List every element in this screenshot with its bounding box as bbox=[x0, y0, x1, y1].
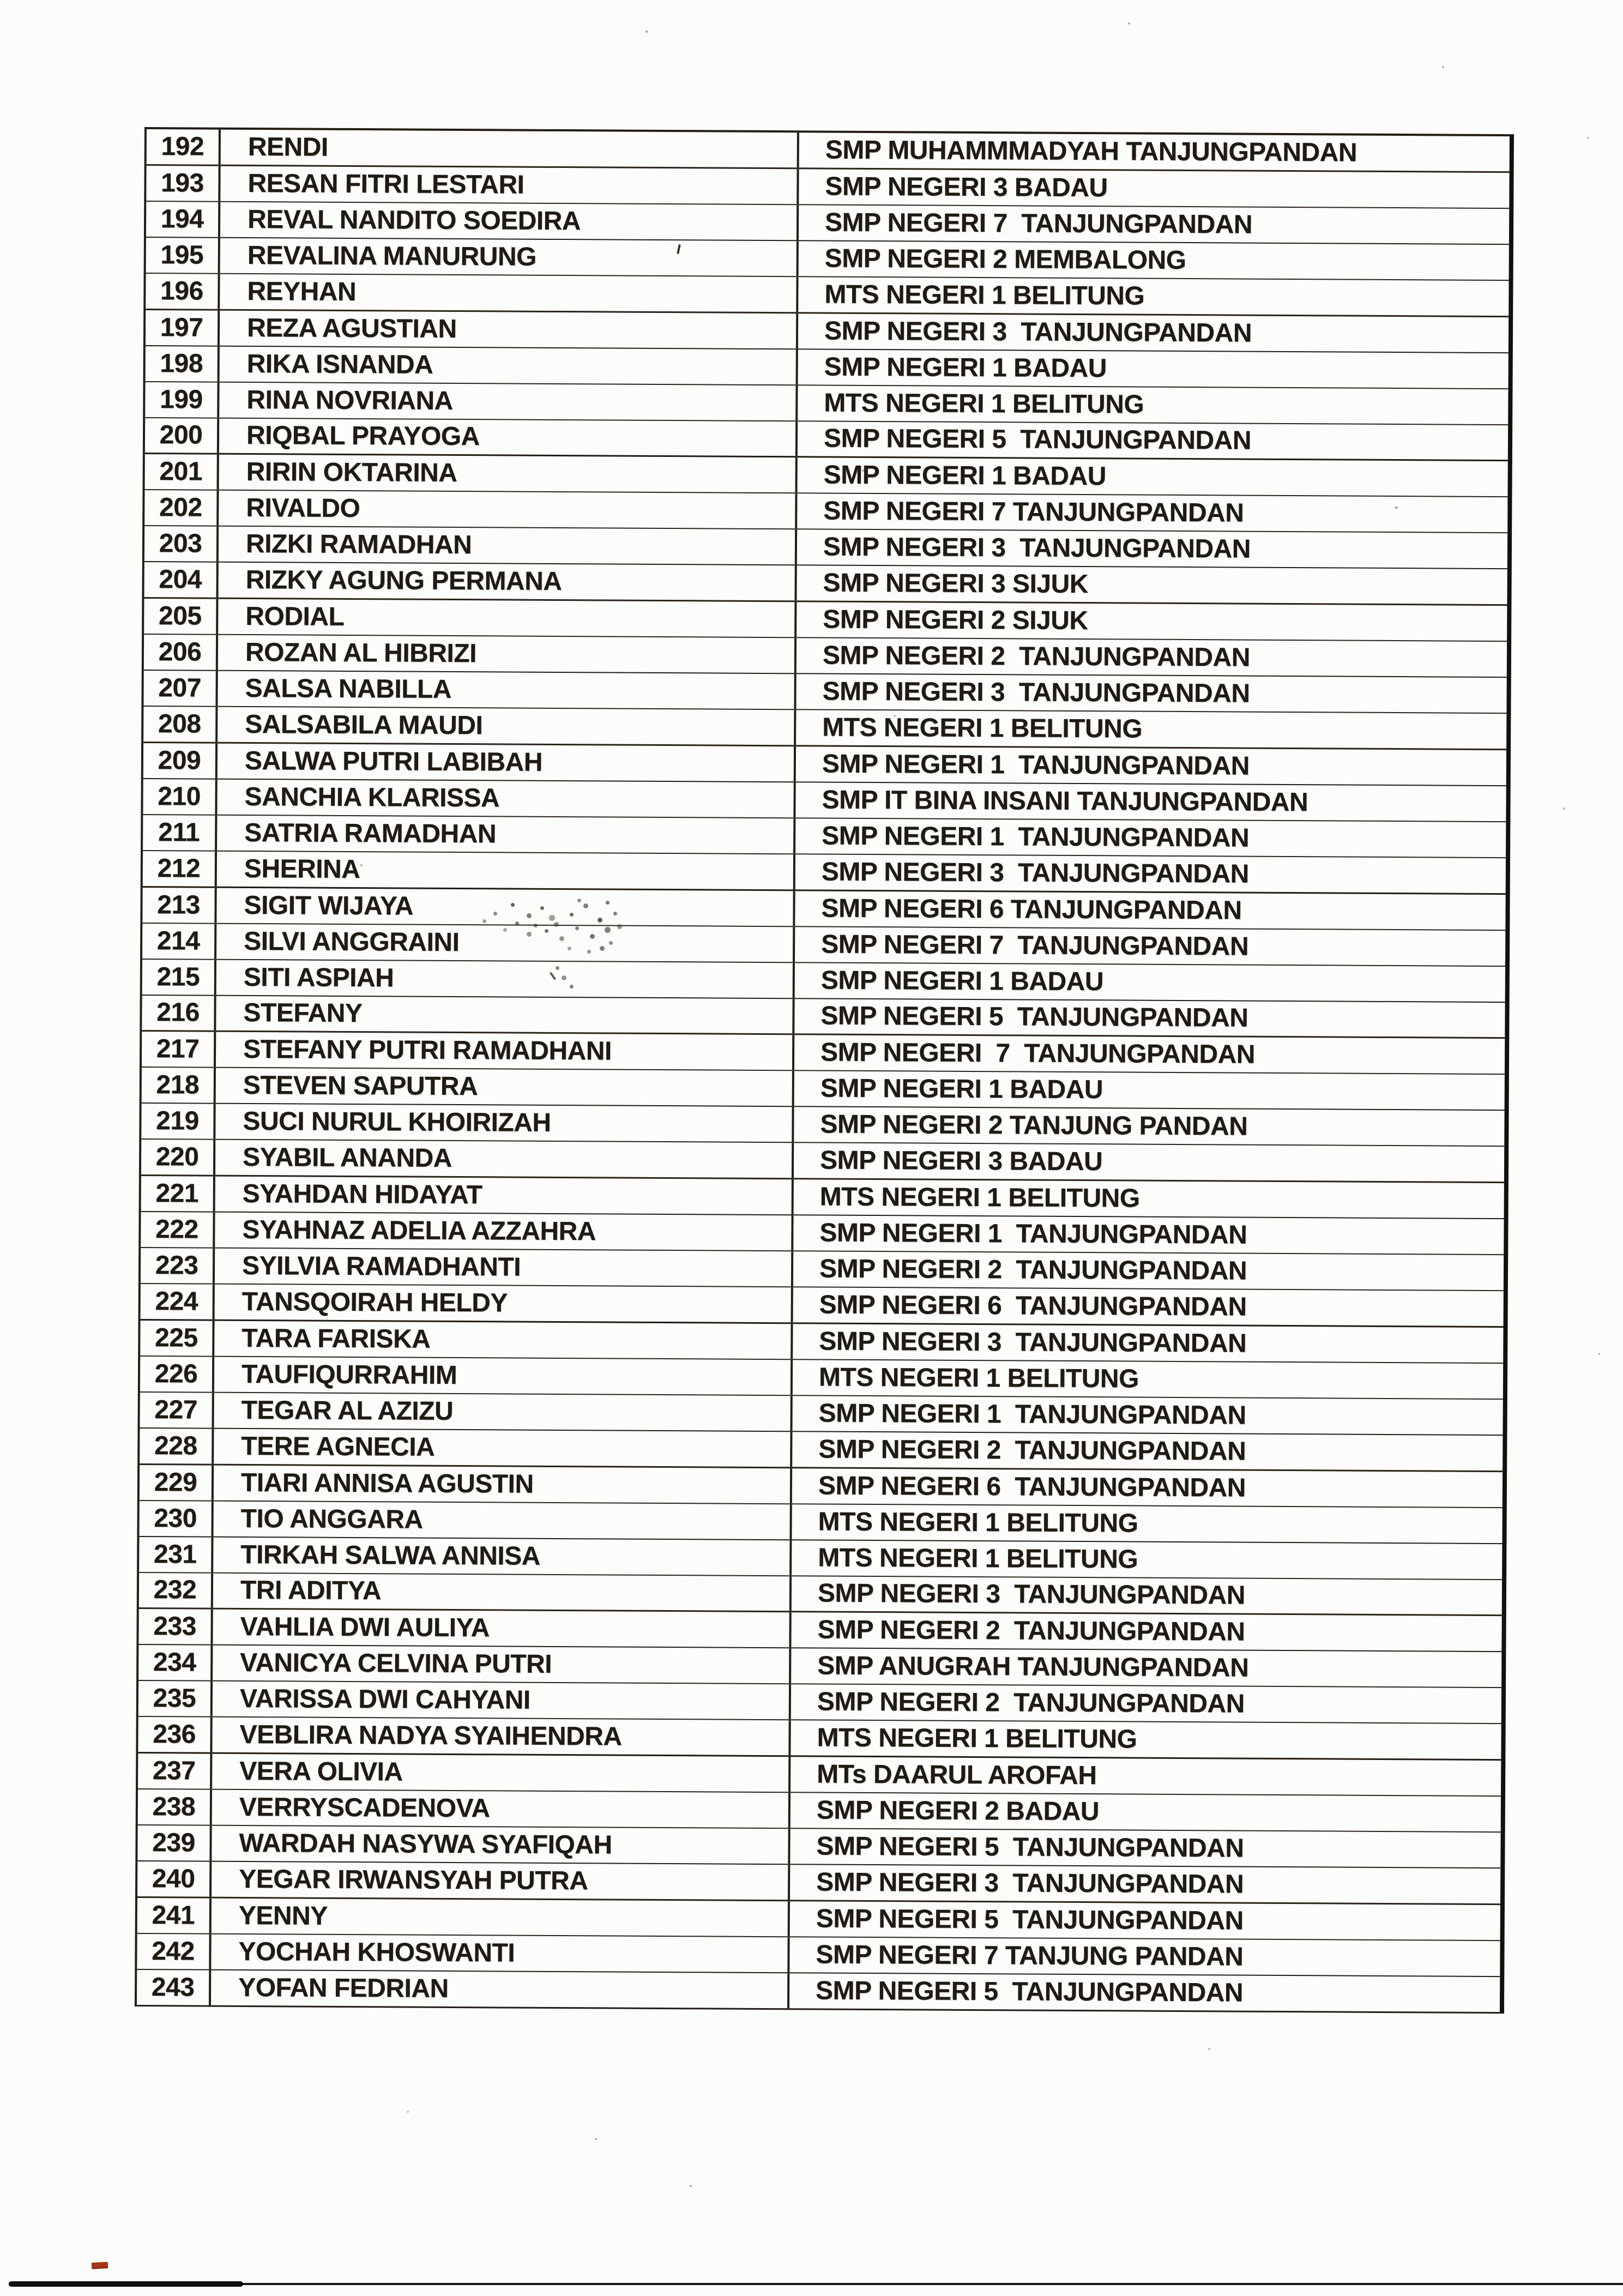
row-number-cell: 229 bbox=[140, 1465, 214, 1500]
school-name-cell: SMP NEGERI 3 TANJUNGPANDAN bbox=[819, 1327, 1247, 1358]
student-name-cell: SHERINA bbox=[217, 851, 795, 889]
row-number-cell: 196 bbox=[146, 274, 220, 309]
row-number-cell: 221 bbox=[141, 1176, 215, 1212]
school-name-cell: SMP ANUGRAH TANJUNGPANDAN bbox=[817, 1651, 1249, 1683]
row-number-cell: 227 bbox=[140, 1393, 214, 1428]
student-name-cell: TERE AGNECIA bbox=[214, 1429, 792, 1466]
student-name-cell: VARISSA DWI CAHYANI bbox=[213, 1682, 791, 1719]
student-name-cell: TEGAR AL AZIZU bbox=[214, 1393, 793, 1431]
school-name-cell: SMP NEGERI 1 BADAU bbox=[820, 1074, 1103, 1105]
school-name-cell: SMP NEGERI 2 SIJUK bbox=[823, 605, 1088, 636]
student-name-cell: REVAL NANDITO SOEDIRA bbox=[220, 202, 799, 240]
school-name-cell: SMP NEGERI 3 TANJUNGPANDAN bbox=[822, 677, 1250, 708]
school-name-cell: MTS NEGERI 1 BELITUNG bbox=[819, 1182, 1140, 1213]
school-name-cell: SMP NEGERI 6 TANJUNGPANDAN bbox=[819, 1290, 1247, 1322]
row-number-cell: 236 bbox=[138, 1717, 212, 1752]
row-number-cell: 194 bbox=[146, 202, 220, 237]
school-name-cell: SMP NEGERI 3 TANJUNGPANDAN bbox=[816, 1867, 1244, 1899]
row-number-cell: 224 bbox=[141, 1284, 215, 1319]
school-name-cell: SMP NEGERI 2 TANJUNGPANDAN bbox=[822, 641, 1251, 672]
school-name-cell: SMP NEGERI 1 TANJUNGPANDAN bbox=[818, 1399, 1246, 1430]
student-name-cell: YOFAN FEDRIAN bbox=[211, 1970, 789, 2008]
school-name-cell: SMP NEGERI 2 TANJUNGPANDAN bbox=[817, 1615, 1245, 1647]
school-name-cell: SMP NEGERI 3 TANJUNGPANDAN bbox=[821, 857, 1249, 889]
row-number-cell: 234 bbox=[138, 1645, 213, 1680]
student-name-cell: RINA NOVRIANA bbox=[219, 382, 798, 420]
school-name-cell: MTS NEGERI 1 BELITUNG bbox=[818, 1363, 1139, 1394]
row-number-cell: 233 bbox=[138, 1609, 213, 1644]
student-name-cell: SYILVIA RAMADHANTI bbox=[215, 1249, 793, 1286]
student-name-cell: REYHAN bbox=[220, 274, 798, 311]
student-name-cell: STEVEN SAPUTRA bbox=[216, 1068, 794, 1106]
student-name-cell: TIARI ANNISA AGUSTIN bbox=[214, 1465, 792, 1503]
student-name-cell: VAHLIA DWI AULIYA bbox=[213, 1610, 791, 1647]
row-number-cell: 238 bbox=[138, 1789, 212, 1825]
row-number-cell: 209 bbox=[143, 743, 218, 779]
school-name-cell: SMP IT BINA INSANI TANJUNGPANDAN bbox=[822, 785, 1308, 817]
student-name-cell: YOCHAH KHOSWANTI bbox=[211, 1935, 789, 1972]
student-name-cell: STEFANY bbox=[216, 996, 794, 1033]
school-name-cell: SMP NEGERI 7 TANJUNGPANDAN bbox=[820, 1038, 1256, 1070]
row-number-cell: 223 bbox=[141, 1248, 215, 1283]
student-name-cell: SYABIL ANANDA bbox=[215, 1140, 794, 1178]
student-name-cell: STEFANY PUTRI RAMADHANI bbox=[216, 1032, 794, 1070]
row-number-cell: 242 bbox=[137, 1934, 211, 1969]
student-name-cell: SANCHIA KLARISSA bbox=[217, 780, 795, 817]
row-number-cell: 216 bbox=[142, 995, 216, 1031]
school-name-cell: SMP NEGERI 2 TANJUNGPANDAN bbox=[819, 1254, 1247, 1286]
student-name-cell: ROZAN AL HIBRIZI bbox=[218, 635, 797, 673]
school-name-cell: SMP NEGERI 5 TANJUNGPANDAN bbox=[816, 1831, 1244, 1863]
student-name-cell: WARDAH NASYWA SYAFIQAH bbox=[212, 1826, 790, 1864]
row-number-cell: 205 bbox=[144, 599, 218, 634]
student-name-cell: RIVALDO bbox=[219, 491, 797, 528]
school-name-cell: SMP NEGERI 7 TANJUNGPANDAN bbox=[821, 930, 1249, 961]
school-name-cell: SMP NEGERI 2 TANJUNGPANDAN bbox=[817, 1687, 1245, 1719]
student-name-cell: VANICYA CELVINA PUTRI bbox=[213, 1646, 791, 1683]
student-name-cell: SIGIT WIJAYA bbox=[216, 888, 795, 925]
red-pen-mark bbox=[92, 2262, 108, 2269]
row-number-cell: 198 bbox=[146, 346, 220, 382]
student-name-cell: TIO ANGGARA bbox=[213, 1501, 792, 1539]
school-name-cell: SMP NEGERI 5 TANJUNGPANDAN bbox=[816, 1904, 1244, 1936]
row-number-cell: 214 bbox=[142, 924, 216, 959]
row-number-cell: 220 bbox=[141, 1140, 215, 1175]
student-name-cell: SYAHDAN HIDAYAT bbox=[215, 1177, 794, 1214]
school-name-cell: MTS NEGERI 1 BELITUNG bbox=[824, 280, 1145, 311]
student-name-cell: SALWA PUTRI LABIBAH bbox=[218, 744, 796, 781]
school-name-cell: SMP NEGERI 3 TANJUNGPANDAN bbox=[817, 1578, 1246, 1611]
row-number-cell: 193 bbox=[146, 166, 220, 201]
student-name-cell: YEGAR IRWANSYAH PUTRA bbox=[212, 1862, 790, 1900]
row-number-cell: 202 bbox=[144, 490, 219, 526]
school-name-cell: SMP NEGERI 5 TANJUNGPANDAN bbox=[815, 1976, 1244, 2008]
student-name-cell: REZA AGUSTIAN bbox=[220, 310, 798, 348]
student-name-cell: RIRIN OKTARINA bbox=[219, 455, 798, 492]
student-name-cell: VERA OLIVIA bbox=[212, 1754, 791, 1792]
row-number-cell: 204 bbox=[144, 562, 218, 598]
row-number-cell: 203 bbox=[144, 526, 219, 562]
school-name-cell: MTs DAARUL AROFAH bbox=[817, 1759, 1097, 1791]
student-name-cell: SITI ASPIAH bbox=[216, 960, 795, 997]
student-name-cell: RENDI bbox=[221, 130, 799, 167]
school-name-cell: SMP NEGERI 7 TANJUNGPANDAN bbox=[824, 208, 1253, 239]
school-name-cell: SMP NEGERI 2 MEMBALONG bbox=[824, 244, 1186, 275]
row-number-cell: 192 bbox=[147, 129, 221, 165]
student-name-cell: RODIAL bbox=[218, 599, 797, 637]
school-name-cell: SMP NEGERI 3 BADAU bbox=[819, 1146, 1103, 1177]
school-name-cell: SMP NEGERI 2 TANJUNG PANDAN bbox=[820, 1110, 1248, 1141]
school-name-cell: SMP NEGERI 5 TANJUNGPANDAN bbox=[823, 424, 1252, 456]
school-name-cell: MTS NEGERI 1 BELITUNG bbox=[818, 1543, 1138, 1574]
student-name-cell: RIKA ISNANDA bbox=[220, 346, 798, 384]
scan-noise-specks bbox=[0, 0, 1, 1]
row-number-cell: 201 bbox=[145, 454, 219, 490]
school-name-cell: SMP NEGERI 5 TANJUNGPANDAN bbox=[820, 1001, 1248, 1033]
school-name-cell: MTS NEGERI 1 BELITUNG bbox=[818, 1507, 1138, 1538]
student-name-cell: SUCI NURUL KHOIRIZAH bbox=[215, 1104, 794, 1142]
row-number-cell: 213 bbox=[142, 888, 216, 923]
row-number-cell: 197 bbox=[146, 310, 220, 346]
student-name-cell: TIRKAH SALWA ANNISA bbox=[213, 1537, 792, 1575]
school-name-cell: SMP NEGERI 1 BADAU bbox=[823, 460, 1107, 491]
scan-edge-line bbox=[9, 2283, 1623, 2285]
student-name-cell: SILVI ANGGRAINI bbox=[216, 924, 795, 961]
school-name-cell: SMP NEGERI 3 BADAU bbox=[825, 172, 1108, 203]
student-name-cell: VERRYSCADENOVA bbox=[212, 1790, 791, 1828]
school-name-cell: SMP NEGERI 2 BADAU bbox=[816, 1795, 1100, 1827]
row-number-cell: 195 bbox=[146, 238, 220, 273]
student-name-cell: YENNY bbox=[212, 1899, 790, 1936]
school-name-cell: SMP NEGERI 1 TANJUNGPANDAN bbox=[822, 821, 1250, 853]
student-name-cell: TRI ADITYA bbox=[213, 1573, 792, 1611]
table-row bbox=[137, 1970, 1500, 2012]
student-name-cell: SALSABILA MAUDI bbox=[218, 707, 796, 745]
school-name-cell: SMP NEGERI 3 TANJUNGPANDAN bbox=[823, 532, 1251, 564]
student-name-cell: TAUFIQURRAHIM bbox=[214, 1357, 793, 1395]
school-name-cell: MTS NEGERI 1 BELITUNG bbox=[817, 1723, 1137, 1754]
row-number-cell: 211 bbox=[143, 815, 217, 851]
school-name-cell: SMP NEGERI 1 TANJUNGPANDAN bbox=[819, 1218, 1247, 1250]
school-name-cell: SMP NEGERI 6 TANJUNGPANDAN bbox=[818, 1471, 1246, 1503]
row-number-cell: 210 bbox=[143, 779, 217, 815]
school-name-cell: MTS NEGERI 1 BELITUNG bbox=[822, 713, 1143, 744]
student-name-cell: SATRIA RAMADHAN bbox=[217, 816, 795, 853]
row-number-cell: 218 bbox=[142, 1068, 216, 1103]
student-name-cell: RIQBAL PRAYOGA bbox=[219, 418, 798, 456]
row-number-cell: 219 bbox=[141, 1104, 215, 1139]
row-number-cell: 240 bbox=[137, 1861, 212, 1897]
school-name-cell: SMP NEGERI 7 TANJUNG PANDAN bbox=[816, 1940, 1244, 1972]
school-name-cell: SMP NEGERI 3 SIJUK bbox=[823, 568, 1089, 599]
row-number-cell: 237 bbox=[138, 1753, 212, 1789]
school-name-cell: SMP MUHAMMMADYAH TANJUNGPANDAN bbox=[825, 135, 1357, 167]
student-name-cell: TARA FARISKA bbox=[214, 1321, 793, 1359]
row-number-cell: 241 bbox=[137, 1898, 212, 1933]
student-name-cell: VEBLIRA NADYA SYAIHENDRA bbox=[212, 1718, 791, 1755]
row-number-cell: 243 bbox=[137, 1970, 211, 2005]
row-number-cell: 200 bbox=[145, 418, 219, 454]
school-name-cell: SMP NEGERI 1 TANJUNGPANDAN bbox=[822, 749, 1250, 781]
row-number-cell: 199 bbox=[145, 382, 219, 418]
row-number-cell: 226 bbox=[140, 1357, 214, 1392]
student-name-cell: SYAHNAZ ADELIA AZZAHRA bbox=[215, 1213, 793, 1250]
row-number-cell: 222 bbox=[141, 1212, 215, 1248]
school-name-cell: SMP NEGERI 3 TANJUNGPANDAN bbox=[824, 316, 1252, 348]
row-number-cell: 228 bbox=[140, 1429, 214, 1464]
row-number-cell: 215 bbox=[142, 960, 216, 995]
ink-smudge bbox=[463, 897, 466, 900]
school-name-cell: SMP NEGERI 1 BADAU bbox=[824, 352, 1107, 383]
student-table bbox=[135, 127, 1514, 2014]
school-name-cell: SMP NEGERI 7 TANJUNGPANDAN bbox=[823, 496, 1244, 528]
row-number-cell: 212 bbox=[143, 851, 217, 887]
school-name-cell: SMP NEGERI 2 TANJUNGPANDAN bbox=[818, 1435, 1246, 1466]
student-name-cell: RIZKY AGUNG PERMANA bbox=[218, 563, 797, 600]
row-number-cell: 206 bbox=[144, 635, 218, 670]
school-name-cell: SMP NEGERI 6 TANJUNGPANDAN bbox=[821, 894, 1242, 925]
student-name-cell: TANSQOIRAH HELDY bbox=[215, 1285, 793, 1322]
row-number-cell: 230 bbox=[139, 1501, 213, 1536]
student-name-cell: RIZKI RAMADHAN bbox=[219, 527, 797, 564]
row-number-cell: 231 bbox=[139, 1537, 213, 1572]
row-number-cell: 217 bbox=[142, 1032, 216, 1067]
row-number-cell: 239 bbox=[137, 1825, 212, 1861]
student-name-cell: RESAN FITRI LESTARI bbox=[220, 166, 799, 204]
student-name-cell: SALSA NABILLA bbox=[218, 671, 796, 709]
student-name-cell: REVALINA MANURUNG bbox=[220, 238, 799, 276]
school-name-cell: SMP NEGERI 1 BADAU bbox=[820, 966, 1104, 996]
row-number-cell: 207 bbox=[143, 671, 218, 706]
row-number-cell: 208 bbox=[143, 707, 218, 742]
row-number-cell: 235 bbox=[138, 1681, 213, 1716]
school-name-cell: MTS NEGERI 1 BELITUNG bbox=[824, 388, 1144, 419]
row-number-cell: 225 bbox=[140, 1321, 214, 1356]
row-number-cell: 232 bbox=[139, 1572, 213, 1608]
